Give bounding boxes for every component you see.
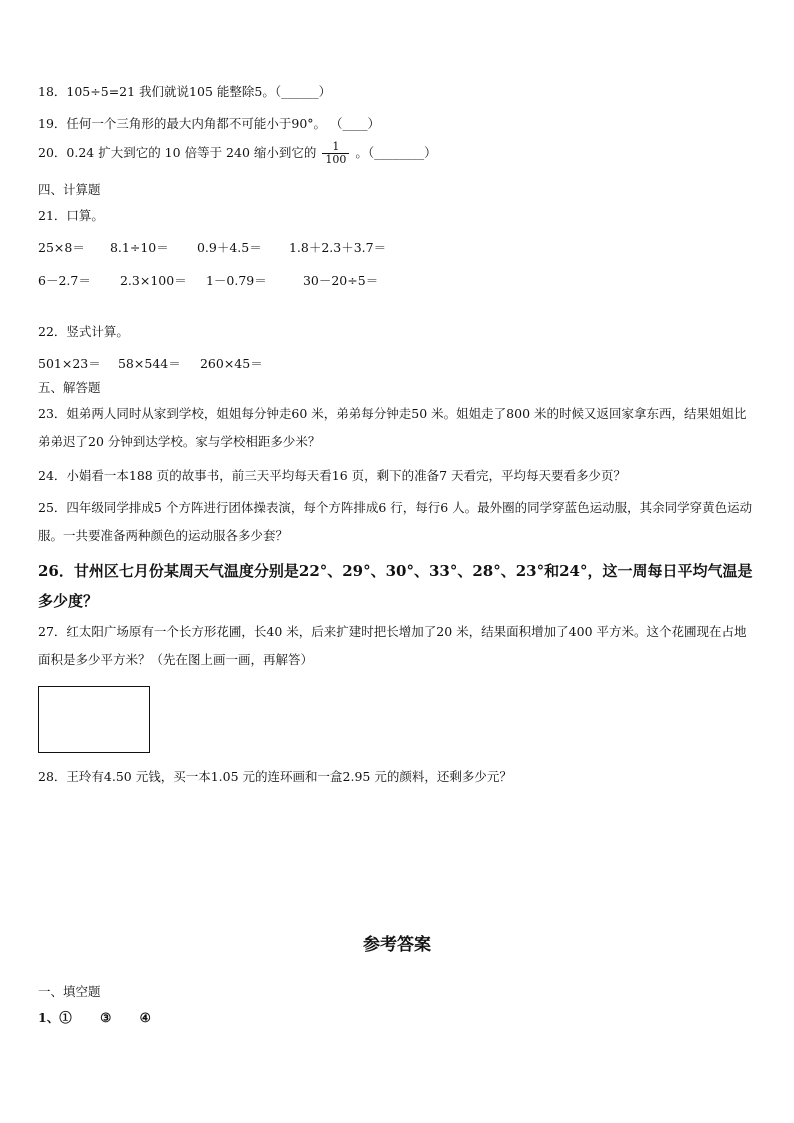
vertical-item: 260×45＝: [199, 356, 263, 371]
oral-row-1: [38, 238, 386, 256]
vertical-item: 501×23＝: [38, 356, 101, 371]
answer-1: [38, 1010, 151, 1026]
vertical-item: 58×544＝: [117, 356, 181, 371]
question-26: 26．甘州区七月份某周天气温度分别是22°、29°、30°、33°、28°、23°和24°，这一周每日平均气温是多少度？: [38, 562, 753, 610]
question-18: 18．105÷5=21 我们就说105 能整除5。（______）: [38, 84, 332, 99]
answer-1-choice: ③: [100, 1010, 112, 1025]
oral-item: 25×8＝: [38, 240, 85, 255]
vertical-calc-row: [38, 354, 263, 372]
section-heading-calculation: 四、计算题: [38, 182, 101, 197]
question-20-blank: 。（________）: [355, 145, 437, 160]
oral-row-2: [38, 271, 378, 289]
oral-item: 1.8＋2.3＋3.7＝: [288, 240, 387, 255]
question-28: 28．王玲有4.50 元钱，买一本1.05 元的连环画和一盒2.95 元的颜料，还剩多少元？: [38, 769, 512, 784]
answer-1-choice: ④: [139, 1010, 151, 1025]
oral-item: 0.9＋4.5＝: [196, 240, 262, 255]
question-24: 24．小娟看一本188 页的故事书，前三天平均每天看16 页，剩下的准备7 天看完，平均每天要看多少页？: [38, 468, 627, 483]
fraction-denominator: 100: [325, 153, 347, 166]
oral-item: 2.3×100＝: [119, 273, 187, 288]
answer-1-label: 1、①: [38, 1010, 72, 1025]
question-23: 23．姐弟两人同时从家到学校，姐姐每分钟走60 米，弟弟每分钟走50 米。姐姐走了800 米的时候又返回家拿东西，结果姐姐比弟弟迟了20 分钟到达学校。家与学校相距多少米？: [38, 406, 747, 449]
answer-section-heading: 一、填空题: [38, 984, 101, 999]
question-22: 22．竖式计算。: [38, 324, 129, 339]
oral-item: 1－0.79＝: [205, 273, 267, 288]
question-27: 27．红太阳广场原有一个长方形花圃，长40 米，后来扩建时把长增加了20 米，结果面积增加了400 平方米。这个花圃现在占地面积是多少平方米？（先在图上画一画，再解答）: [38, 624, 747, 667]
oral-item: 6－2.7＝: [38, 273, 91, 288]
question-20: [38, 141, 437, 166]
oral-item: 30－20÷5＝: [302, 273, 379, 288]
question-20-text: 20．0.24 扩大到它的 10 倍等于 240 缩小到它的: [38, 145, 317, 160]
answer-title: 参考答案: [363, 935, 431, 955]
fraction-numerator: 1: [322, 141, 349, 154]
oral-item: 8.1÷10＝: [109, 240, 169, 255]
section-heading-word-problems: 五、解答题: [38, 380, 101, 395]
flowerbed-rectangle: [38, 686, 150, 753]
question-21: 21．口算。: [38, 208, 104, 223]
question-19: 19．任何一个三角形的最大内角都不可能小于90°。 （____）: [38, 116, 381, 131]
question-25: 25．四年级同学排成5 个方阵进行团体操表演，每个方阵排成6 行，每行6 人。最外圈的同学穿蓝色运动服，其余同学穿黄色运动服。一共要准备两种颜色的运动服各多少套？: [38, 500, 753, 543]
fraction: [322, 141, 349, 166]
